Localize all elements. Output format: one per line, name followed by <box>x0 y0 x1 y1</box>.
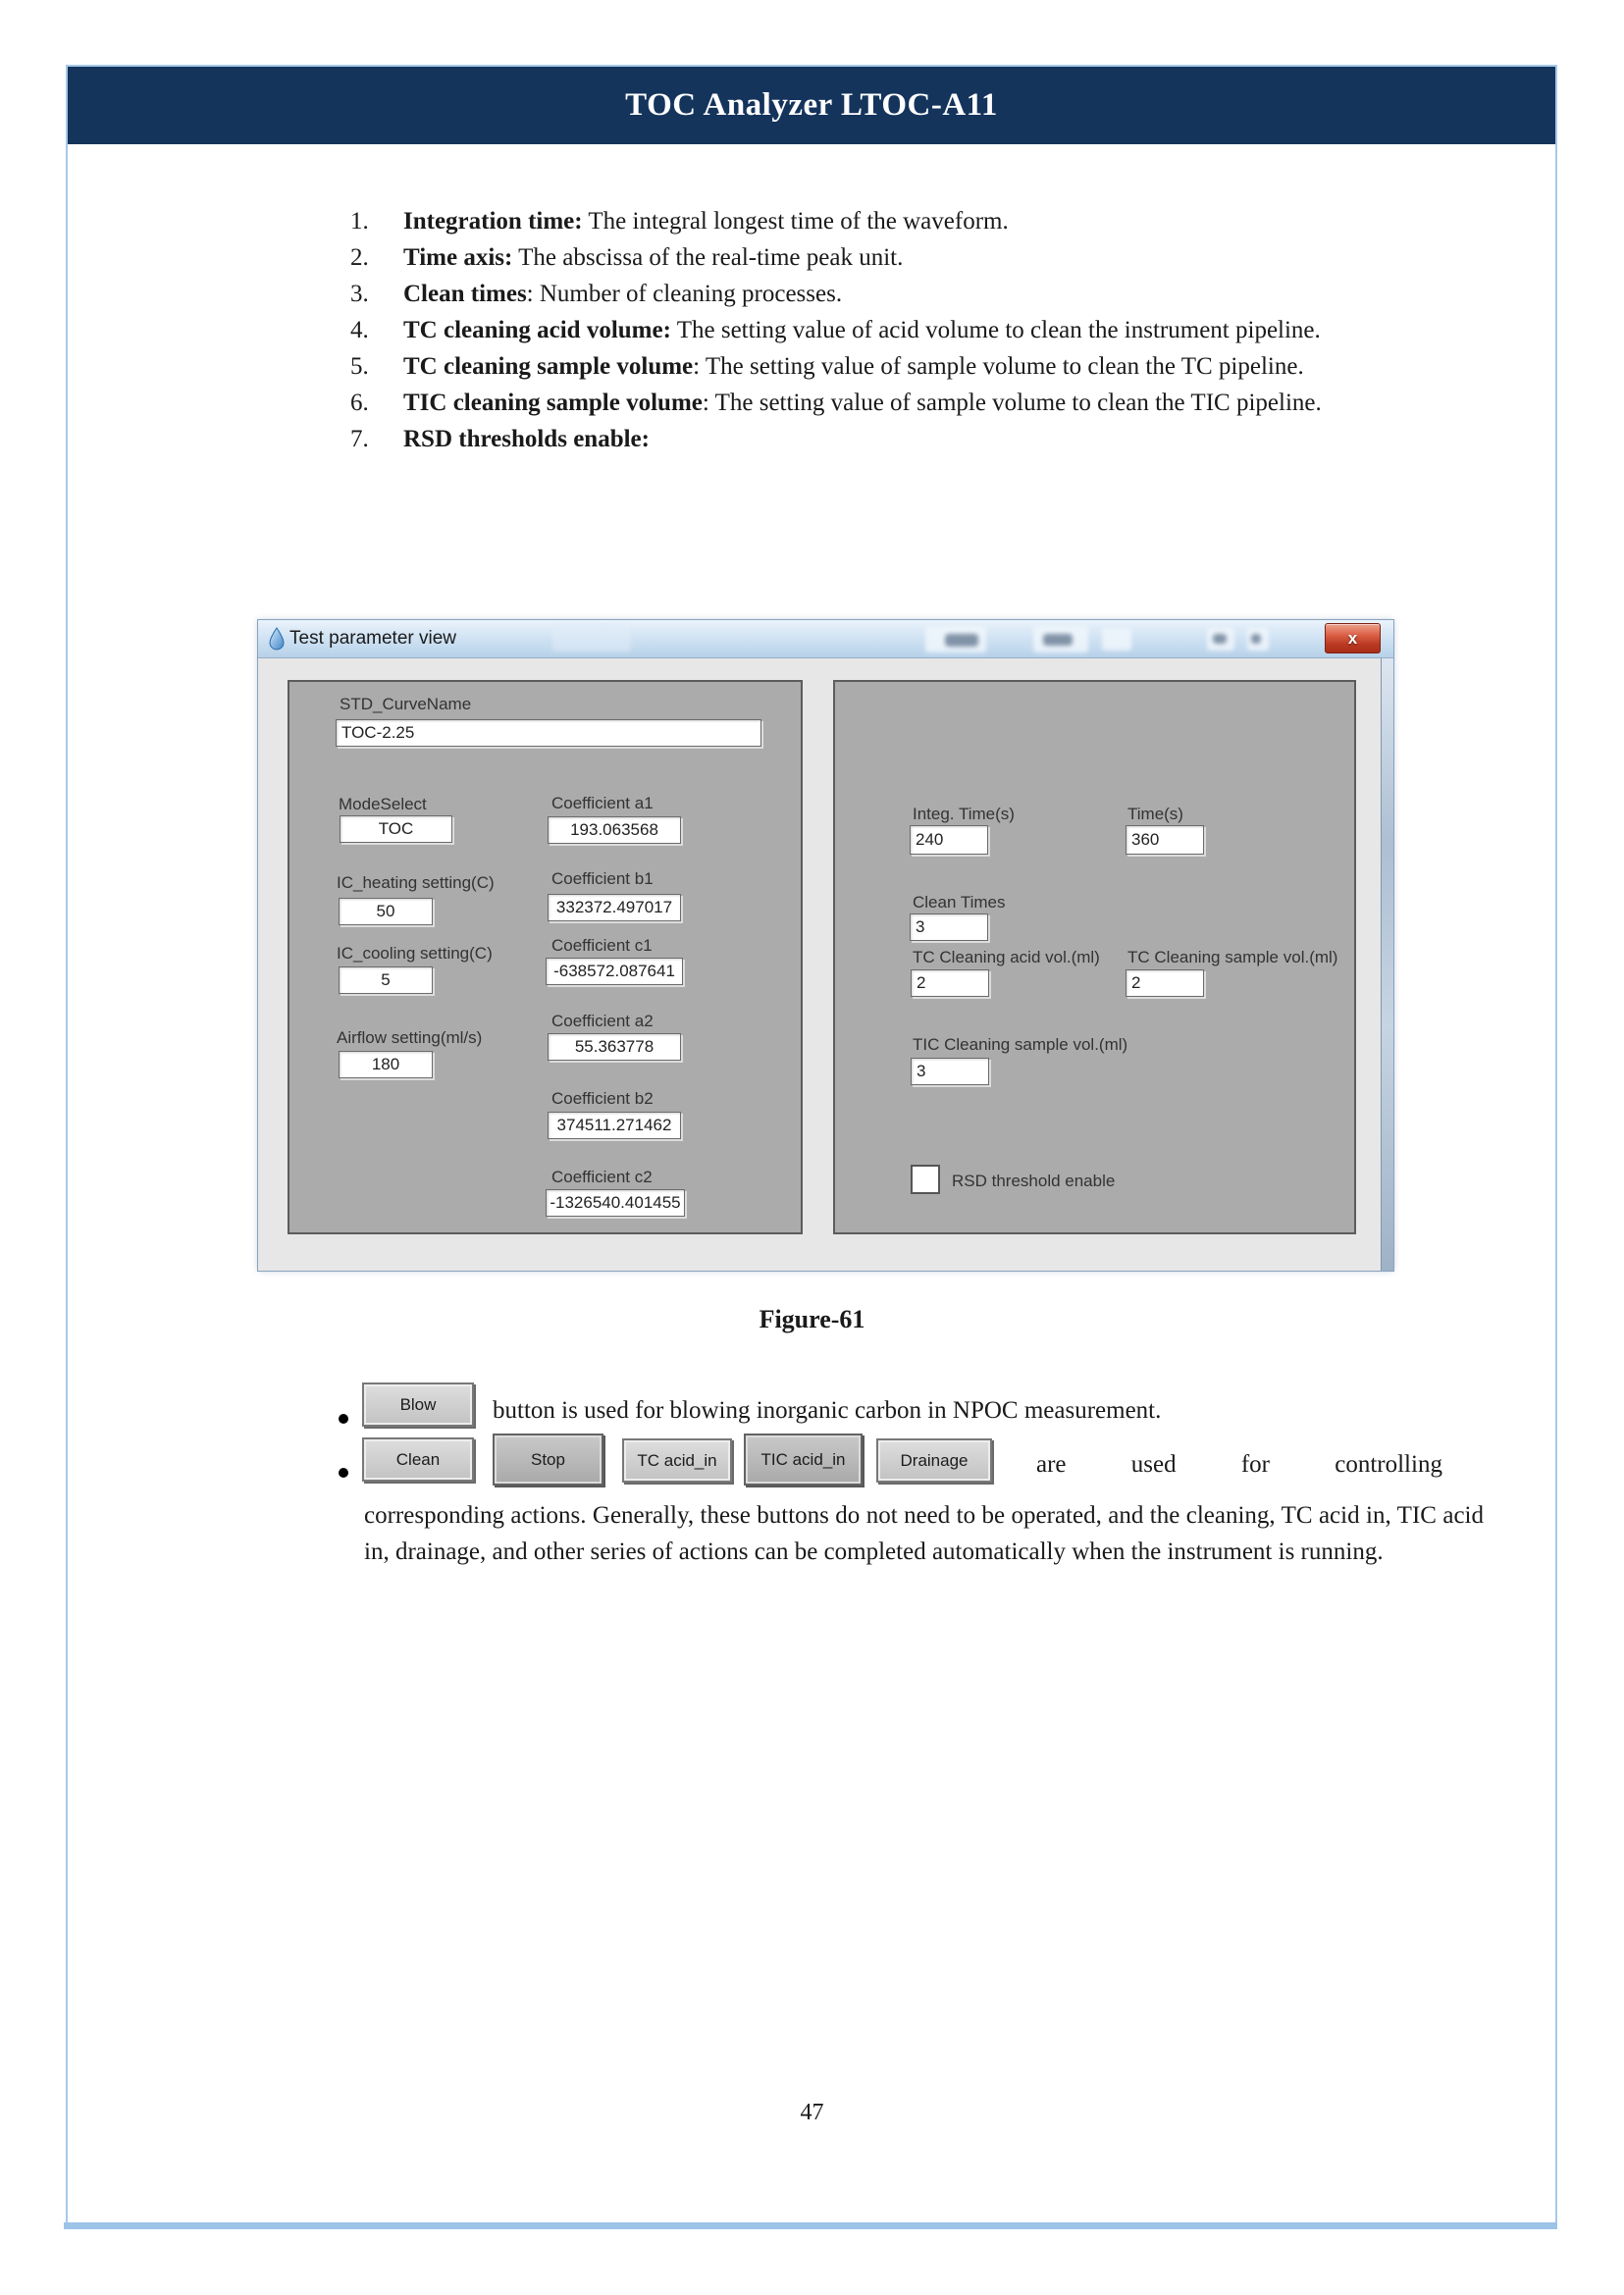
coeff-a1-label: Coefficient a1 <box>551 794 654 812</box>
tc-cleaning-sample-label: TC Cleaning sample vol.(ml) <box>1127 948 1338 966</box>
coeff-c2-input[interactable]: -1326540.401455 <box>546 1189 685 1217</box>
list-item: 3. Clean times: Number of cleaning processes. <box>350 281 843 307</box>
page-footer-rule <box>64 2222 1557 2229</box>
test-parameter-dialog <box>258 620 1393 1271</box>
ic-cooling-input[interactable]: 5 <box>339 966 433 994</box>
coeff-b1-label: Coefficient b1 <box>551 869 654 888</box>
airflow-input[interactable]: 180 <box>339 1051 433 1078</box>
page-header <box>68 67 1555 144</box>
stop-button[interactable]: Stop <box>493 1434 603 1486</box>
time-input[interactable]: 360 <box>1126 825 1204 855</box>
std-curvename-input[interactable]: TOC-2.25 <box>336 719 761 747</box>
std-curvename-label: STD_CurveName <box>340 695 472 713</box>
list-item: 1. Integration time: The integral longest time of the waveform. <box>350 208 1009 235</box>
list-item: 7. RSD thresholds enable: <box>350 426 650 452</box>
figure-caption: Figure-61 <box>759 1305 865 1333</box>
app-droplet-icon <box>267 627 287 652</box>
bullet1-text: button is used for blowing inorganic carbon in NPOC measurement. <box>493 1397 1162 1424</box>
ic-cooling-label: IC_cooling setting(C) <box>337 944 493 963</box>
list-item: 5. TC cleaning sample volume: The setting value of sample volume to clean the TC pipeline. <box>350 353 1304 380</box>
tc-cleaning-acid-input[interactable]: 2 <box>911 969 989 997</box>
integ-time-input[interactable]: 240 <box>910 825 988 855</box>
clean-button[interactable]: Clean <box>362 1437 474 1482</box>
rsd-threshold-checkbox[interactable] <box>911 1165 940 1194</box>
coeff-a2-label: Coefficient a2 <box>551 1012 654 1030</box>
ic-heating-label: IC_heating setting(C) <box>337 873 495 892</box>
list-item: 6. TIC cleaning sample volume: The setting value of sample volume to clean the TIC pipeline. <box>350 390 1322 416</box>
coeff-b1-input[interactable]: 332372.497017 <box>548 894 681 921</box>
drainage-button[interactable]: Drainage <box>876 1438 992 1483</box>
tic-cleaning-sample-label: TIC Cleaning sample vol.(ml) <box>913 1035 1128 1054</box>
clean-times-label: Clean Times <box>913 893 1006 912</box>
page-title: TOC Analyzer LTOC-A11 <box>625 87 998 123</box>
bullet2-lead-text: are used for controlling <box>1036 1451 1442 1478</box>
coeff-b2-label: Coefficient b2 <box>551 1089 654 1108</box>
ic-heating-input[interactable]: 50 <box>339 898 433 925</box>
window-glass-border <box>1381 658 1393 1271</box>
tc-cleaning-acid-label: TC Cleaning acid vol.(ml) <box>913 948 1100 966</box>
airflow-label: Airflow setting(ml/s) <box>337 1028 483 1047</box>
coeff-a2-input[interactable]: 55.363778 <box>548 1033 681 1061</box>
tc-acid-in-button[interactable]: TC acid_in <box>622 1438 732 1483</box>
tic-cleaning-sample-input[interactable]: 3 <box>911 1058 989 1085</box>
coeff-c1-label: Coefficient c1 <box>551 936 653 955</box>
close-button[interactable]: x <box>1325 623 1381 653</box>
time-label: Time(s) <box>1127 805 1183 823</box>
dialog-titlebar[interactable] <box>258 620 1393 658</box>
mode-select-input[interactable]: TOC <box>340 815 452 843</box>
rsd-threshold-label: RSD threshold enable <box>952 1172 1116 1190</box>
dialog-title: Test parameter view <box>289 628 457 649</box>
tic-acid-in-button[interactable]: TIC acid_in <box>744 1434 863 1486</box>
bullet-marker <box>339 1414 348 1424</box>
list-item: 4. TC cleaning acid volume: The setting value of acid volume to clean the instrument pipeline. <box>350 317 1321 343</box>
coeff-c1-input[interactable]: -638572.087641 <box>546 958 683 985</box>
page-number: 47 <box>800 2100 824 2125</box>
integ-time-label: Integ. Time(s) <box>913 805 1015 823</box>
coeff-b2-input[interactable]: 374511.271462 <box>548 1112 681 1139</box>
bullet-marker <box>339 1468 348 1478</box>
list-item: 2. Time axis: The abscissa of the real-time peak unit. <box>350 244 904 271</box>
blow-button[interactable]: Blow <box>362 1382 474 1427</box>
parameter-definition-list <box>348 203 1484 457</box>
coeff-c2-label: Coefficient c2 <box>551 1168 653 1186</box>
bullet2-paragraph: corresponding actions. Generally, these buttons do not need to be operated, and the cleaning, TC acid in, TIC acid in, drainage, and other series of actions can be completed automatically when the instrument is running. <box>364 1502 1484 1565</box>
mode-select-label: ModeSelect <box>339 795 427 813</box>
coeff-a1-input[interactable]: 193.063568 <box>548 816 681 844</box>
clean-times-input[interactable]: 3 <box>910 913 988 941</box>
tc-cleaning-sample-input[interactable]: 2 <box>1126 969 1204 997</box>
